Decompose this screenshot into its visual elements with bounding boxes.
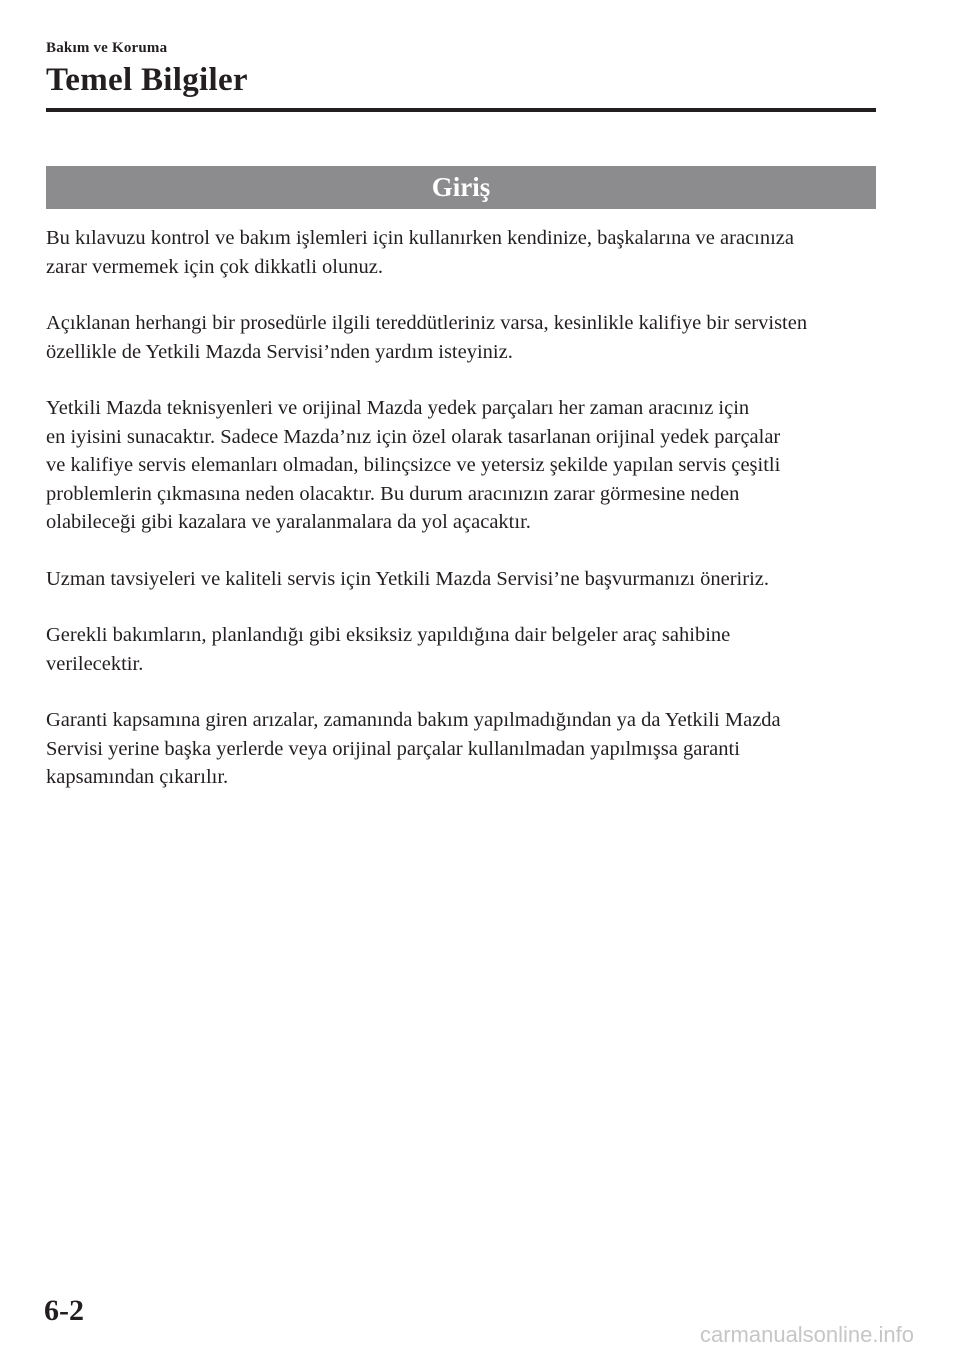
paragraph-3: Yetkili Mazda teknisyenleri ve orijinal Mazda yedek parçaları her zaman aracınız için en iyisini sunacaktır. Sadece Mazda’nız için özel olarak tasarlanan orijinal yedek parçalar ve kalifiye servis elemanları olmadan, bilinçsizce ve yetersiz şekilde yapılan servis çeşitli problemlerin çıkmasına neden olacaktır. Bu durum aracınızın zarar görmesine neden olabileceği gibi kazalara ve yaralanmalara da yol açacaktır. [46, 397, 781, 533]
paragraph-5: Gerekli bakımların, planlandığı gibi eksiksiz yapıldığına dair belgeler araç sahibine verilecektir. [46, 624, 731, 675]
paragraph-4: Uzman tavsiyeleri ve kaliteli servis için Yetkili Mazda Servisi’ne başvurmanızı öneririz. [46, 567, 769, 590]
paragraph-1: Bu kılavuzu kontrol ve bakım işlemleri için kullanırken kendinize, başkalarına ve aracınıza zarar vermemek için çok dikkatli olunuz. [46, 227, 794, 278]
paragraph-6: Garanti kapsamına giren arızalar, zamanında bakım yapılmadığından ya da Yetkili Mazda Servisi yerine başka yerlerde veya orijinal parçalar kullanılmadan yapılmışsa garanti kapsamından çıkarılır. [46, 709, 781, 788]
page-number: 6-2 [44, 1294, 84, 1327]
section-label: Bakım ve Koruma [46, 40, 168, 56]
body-content [46, 224, 876, 820]
watermark: carmanualsonline.info [699, 1322, 914, 1347]
section-title-bar: Giriş [46, 166, 876, 209]
page-title: Temel Bilgiler [46, 62, 248, 98]
paragraph-2: Açıklanan herhangi bir prosedürle ilgili tereddütleriniz varsa, kesinlikle kalifiye bir servisten özellikle de Yetkili Mazda Servisi’nden yardım isteyiniz. [46, 312, 808, 363]
heading-divider [46, 108, 876, 112]
